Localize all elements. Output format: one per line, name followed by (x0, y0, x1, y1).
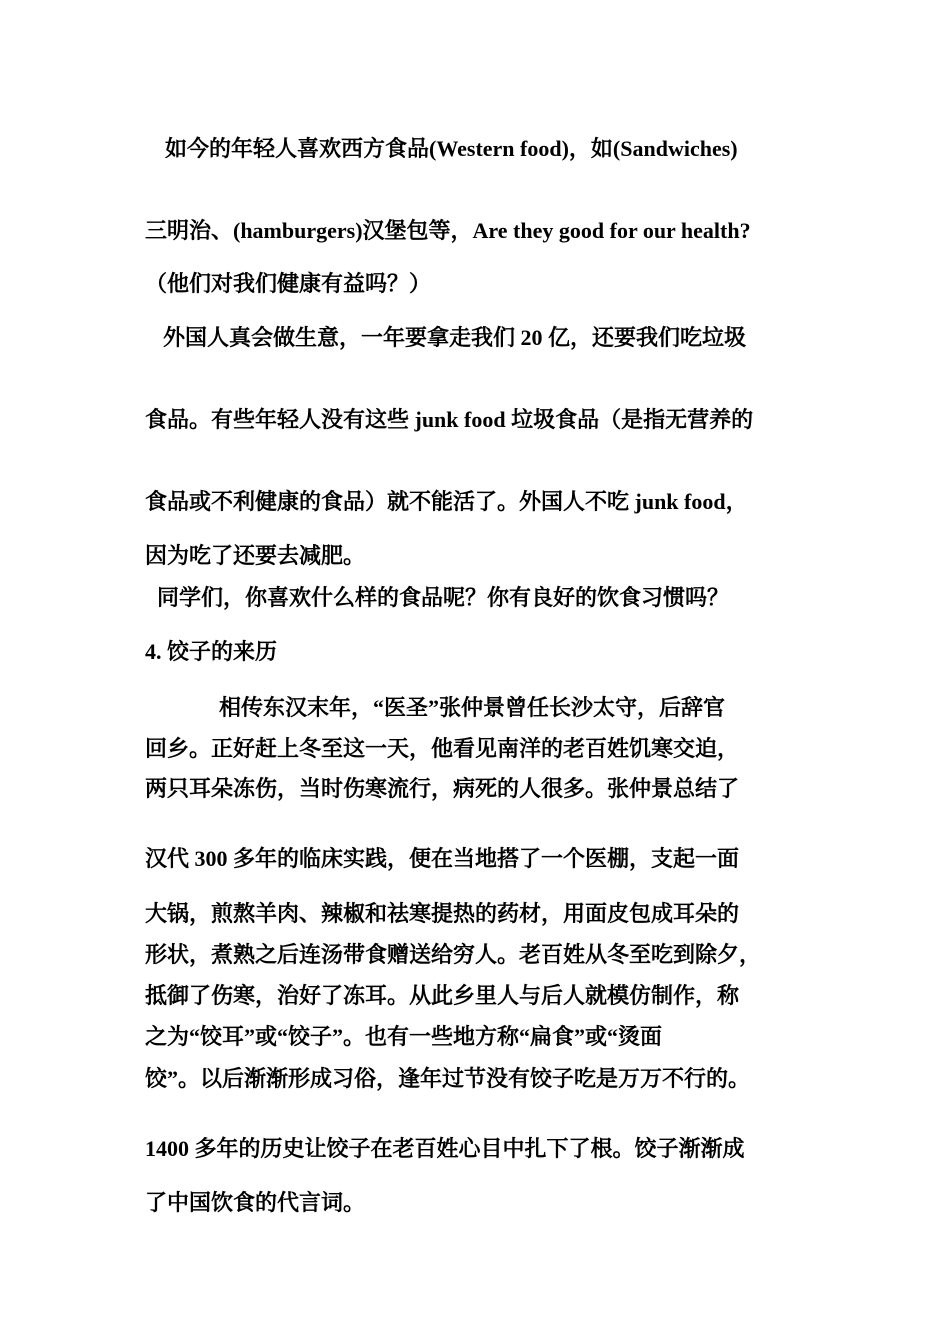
text-line: 形状，煮熟之后连汤带食赠送给穷人。老百姓从冬至吃到除夕， (145, 942, 762, 967)
text-line: 1400 多年的历史让饺子在老百姓心目中扎下了根。饺子渐渐成 (145, 1136, 745, 1161)
text-line: 食品。有些年轻人没有这些 junk food 垃圾食品（是指无营养的 (145, 407, 754, 432)
text-line: 因为吃了还要去减肥。 (145, 543, 366, 568)
text-line: 之为“饺耳”或“饺子”。也有一些地方称“扁食”或“烫面 (145, 1024, 663, 1049)
text-line: 如今的年轻人喜欢西方食品(Western food)，如(Sandwiches) (165, 136, 738, 161)
text-line: （他们对我们健康有益吗？） (145, 271, 432, 296)
text-line: 三明治、(hamburgers)汉堡包等，Are they good for our health? (145, 218, 751, 243)
text-line: 了中国饮食的代言词。 (145, 1190, 366, 1215)
text-line: 食品或不利健康的食品）就不能活了。外国人不吃 junk food， (145, 489, 748, 514)
text-line: 两只耳朵冻伤，当时伤寒流行，病死的人很多。张仲景总结了 (145, 776, 740, 801)
text-line: 饺”。以后渐渐形成习俗，逢年过节没有饺子吃是万万不行的。 (145, 1066, 751, 1091)
text-line: 外国人真会做生意，一年要拿走我们 20 亿，还要我们吃垃圾 (163, 325, 747, 350)
text-line: 抵御了伤寒，治好了冻耳。从此乡里人与后人就模仿制作，称 (145, 983, 740, 1008)
text-line: 同学们，你喜欢什么样的食品呢？你有良好的饮食习惯吗？ (157, 585, 730, 610)
text-line: 相传东汉末年，“医圣”张仲景曾任长沙太守，后辞官 (219, 695, 726, 720)
text-line: 大锅，煎熬羊肉、辣椒和祛寒提热的药材，用面皮包成耳朵的 (145, 901, 740, 926)
text-line: 回乡。正好赶上冬至这一天，他看见南洋的老百姓饥寒交迫， (145, 736, 740, 761)
section-heading: 4. 饺子的来历 (145, 639, 278, 664)
text-line: 汉代 300 多年的临床实践，便在当地搭了一个医棚，支起一面 (145, 846, 740, 871)
